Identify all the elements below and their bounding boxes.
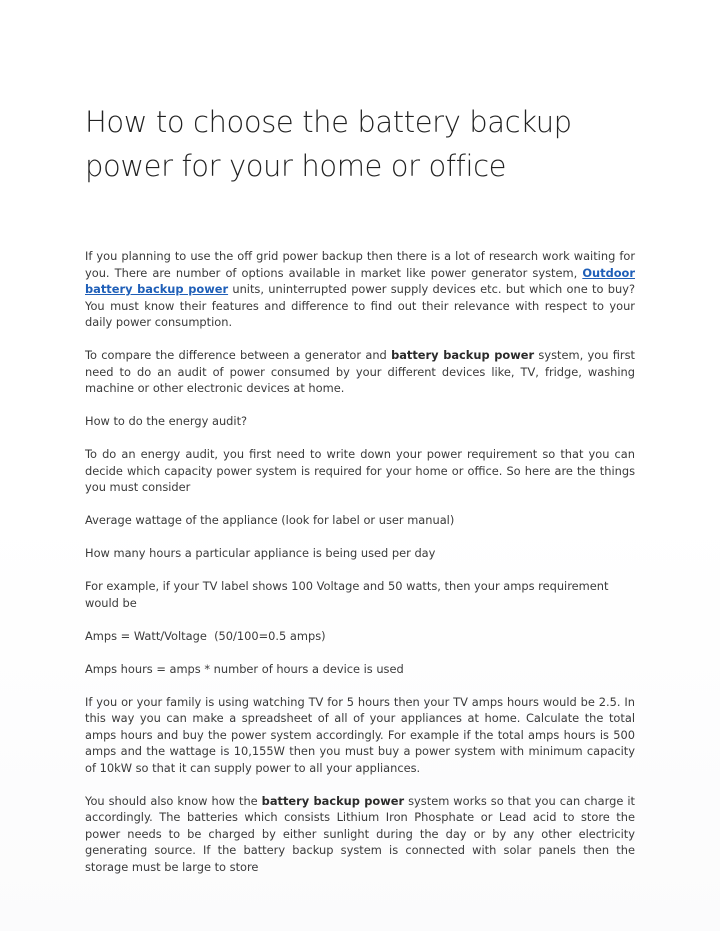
paragraph-charging (85, 793, 635, 876)
paragraph-text: system, you first need to do an audit of power consumed by your different devices like, TV, fridge, washing machine or other electronic devices at home. (85, 348, 635, 395)
paragraph-text: units, uninterrupted power supply devices etc. but which one to buy? You must know their features and difference to find out their relevance with respect to your daily power consumption. (85, 282, 635, 329)
paragraph-amps-formula: Amps = Watt/Voltage (50/100=0.5 amps) (85, 628, 326, 643)
page-title: How to choose the battery backup power for your home or office (85, 105, 572, 183)
paragraph-amp-hours-formula: Amps hours = amps * number of hours a device is used (85, 661, 404, 676)
paragraph-text: To compare the difference between a generator and (85, 348, 392, 362)
paragraph-text: You should also know how the (85, 793, 262, 808)
paragraph-audit-heading: How to do the energy audit? (85, 414, 248, 428)
bold-term: battery backup power (261, 793, 405, 808)
paragraph-text: If you planning to use the off grid power backup then there is a lot of research work waiting for you. There are number of options available in market like power generator system, (85, 249, 635, 280)
paragraph-compare (85, 347, 635, 397)
bold-term: battery backup power (391, 348, 535, 362)
paragraph-hours: How many hours a particular appliance is being used per day (85, 546, 436, 560)
document-body (85, 100, 635, 892)
paragraph-wattage: Average wattage of the appliance (look for label or user manual) (85, 513, 455, 527)
paragraph-intro (85, 248, 635, 331)
outdoor-battery-link[interactable]: Outdoor battery backup power (85, 265, 635, 296)
paragraph-audit: To do an energy audit, you first need to write down your power requirement so that you can decide which capacity power system is required for your home or office. So here are the things you must consider (85, 447, 635, 494)
paragraph-text: system works so that you can charge it accordingly. The batteries which consists Lithium Iron Phosphate or Lead acid to store the power needs to be charged by either sunlight during the day or by any other electricity generating source. If the battery backup system is connected with solar panels then the storage must be large to store (85, 793, 635, 874)
paragraph-example: For example, if your TV label shows 100 Voltage and 50 watts, then your amps requirement would be (85, 579, 609, 610)
paragraph-spreadsheet: If you or your family is using watching TV for 5 hours then your TV amps hours would be 2.5. In this way you can make a spreadsheet of all of your appliances at home. Calculate the total amps hours and buy the power system accordingly. For example if the total amps hours is 500 amps and the wattage is 10,155W then you must buy a power system with minimum capacity of 10kW so that it can supply power to all your appliances. (85, 694, 635, 775)
